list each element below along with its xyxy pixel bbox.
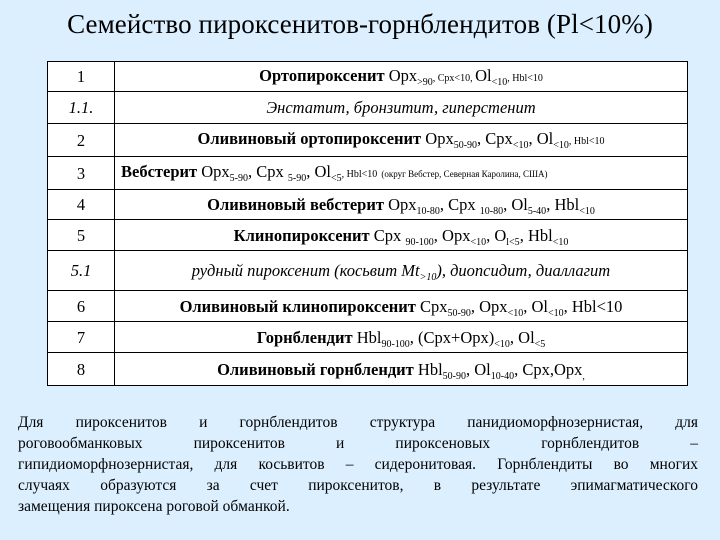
row-description [115, 157, 688, 190]
formula-ol: Ol [474, 359, 491, 379]
row-number: 5.1 [48, 251, 115, 291]
formula-hbl: Hbl<10 [512, 72, 543, 84]
rock-name: Ортопироксенит [259, 65, 385, 85]
formula-sub: 90-100 [405, 236, 434, 248]
row-text: рудный пироксенит (косьвит Mt [191, 261, 420, 280]
formula-sub: 5-90 [229, 173, 249, 184]
formula-sub: 50-90 [453, 140, 478, 151]
formula-sub: >90 [417, 76, 433, 88]
rock-name: Оливиновый горнблендит [217, 359, 414, 379]
paragraph-line: Для пироксенитов и горнблендитов структура панидиоморфнозернистая, для [18, 414, 698, 431]
table-row [48, 291, 688, 322]
row-description [115, 220, 688, 251]
formula-sep: , [470, 296, 480, 316]
formula-sep: , [409, 327, 419, 347]
formula-sep: , [568, 136, 574, 147]
formula-sub: <10 [494, 338, 510, 350]
row-number: 4 [48, 190, 115, 220]
table-row [48, 62, 688, 92]
formula-sub: <10 [470, 236, 487, 248]
formula-ol: Ol [518, 327, 535, 347]
formula-sep: , [466, 359, 475, 379]
formula-sub: <10 [507, 307, 524, 319]
classification-table [47, 61, 688, 386]
formula-hbl: Hbl [356, 327, 382, 347]
formula-ol: O [494, 225, 507, 245]
formula-sub: <10 [547, 307, 564, 319]
table-row [48, 190, 688, 220]
formula-ol: Ol [531, 296, 548, 316]
formula-sep: , [509, 327, 519, 347]
table-row [48, 157, 688, 190]
rock-name: Горнблендит [256, 327, 353, 347]
formula-sep: , [503, 195, 512, 214]
formula-sub: <5 [534, 338, 546, 350]
paragraph-line: замещения пироксена роговой обманкой. [18, 498, 290, 515]
formula-ol: Ol [536, 129, 554, 148]
formula-sep: , [306, 162, 315, 181]
row-number: 7 [48, 322, 115, 353]
row-description [115, 190, 688, 220]
formula-hbl: Hbl<10 [573, 136, 605, 147]
rock-name: Клинопироксенит [233, 225, 370, 245]
formula-sep: , [433, 225, 443, 245]
formula-cpx: Cpx [373, 225, 406, 245]
formula-cpx: Cpx [448, 195, 480, 214]
row-description [115, 124, 688, 157]
formula-opx: Opx [479, 296, 508, 316]
row-number: 8 [48, 353, 115, 386]
formula-sub: <10 [552, 236, 569, 248]
row-description [115, 322, 688, 353]
row-description [115, 251, 688, 291]
row-number: 1.1. [48, 92, 115, 124]
formula-cpx: Cpx [256, 162, 288, 181]
formula-hbl: Hbl<10 [571, 296, 623, 316]
formula-sub: <10 [491, 76, 508, 88]
formula-sep: , [514, 359, 523, 379]
page-title: Семейство пироксенитов-горнблендитов (Pl<10%) [67, 9, 653, 39]
formula-cpx: Cpx [420, 296, 448, 316]
formula-sep: , [477, 129, 486, 148]
formula-sub: 5-90 [287, 173, 307, 184]
row-description: Энстатит, бронзитит, гиперстенит [115, 92, 688, 124]
formula-opx: Opx [201, 162, 230, 181]
formula-sub: , [582, 370, 585, 382]
formula-ol: Ol [475, 65, 492, 85]
table-row [48, 353, 688, 386]
formula-sep: , [528, 129, 537, 148]
formula-sep: , [486, 225, 495, 245]
formula-sep: , [523, 296, 532, 316]
rock-name: Вебстерит [121, 162, 198, 181]
row-description [115, 62, 688, 92]
formula-sub: >10 [419, 272, 437, 283]
row-number: 2 [48, 124, 115, 157]
formula-sub: 50-90 [447, 307, 471, 319]
table-row [48, 322, 688, 353]
paragraph-line: роговообманковых пироксенитов и пироксеновых горнблендитов – [18, 435, 698, 452]
formula-sep: , [432, 72, 438, 84]
formula-mix: (Cpx+Opx) [418, 327, 495, 347]
formula-sub: 10-80 [479, 206, 504, 217]
row-number: 1 [48, 62, 115, 92]
formula-hbl: Hbl [527, 225, 553, 245]
rock-name: Оливиновый клинопироксенит [179, 296, 416, 316]
formula-sub: <10 [512, 140, 529, 151]
formula-opx: Opx [425, 129, 454, 148]
formula-sub: <10 [579, 206, 595, 217]
formula-sub: 90-100 [381, 338, 410, 350]
formula-cpx: Cpx<10, [437, 72, 476, 84]
formula-hbl: Hbl<10 [346, 169, 378, 180]
formula-sep: , [519, 225, 528, 245]
formula-sep: , [507, 72, 513, 84]
formula-sub: l<5 [506, 236, 520, 248]
formula-sep: , [439, 195, 449, 214]
formula-opx: Opx [442, 225, 471, 245]
row-text: ), диопсидит, диаллагит [436, 261, 611, 280]
formula-sep: , [341, 169, 347, 180]
etymology-note: (округ Вебстер, Северная Каролина, США) [381, 169, 548, 179]
row-description [115, 291, 688, 322]
formula-cpx: Cpx [485, 129, 513, 148]
row-number: 6 [48, 291, 115, 322]
table-row [48, 220, 688, 251]
table-row [48, 124, 688, 157]
formula-sub: 10-40 [490, 370, 515, 382]
formula-hbl: Hbl [417, 359, 443, 379]
formula-sub: 50-90 [442, 370, 466, 382]
formula-sep: , [546, 195, 555, 214]
table-row [48, 251, 688, 291]
formula-sep: , [248, 162, 257, 181]
table-row [48, 92, 688, 124]
rock-name: Оливиновый ортопироксенит [197, 129, 422, 148]
formula-ol: Ol [511, 195, 528, 214]
formula-opx: Opx [388, 195, 417, 214]
paragraph-line: случаях образуются за счет пироксенитов, в результате эпимагматического [18, 477, 698, 494]
rock-name: Оливиновый вебстерит [207, 195, 384, 214]
formula-opx: Opx [388, 65, 418, 85]
formula-sub: 5-40 [527, 206, 547, 217]
formula-sub: <5 [331, 173, 342, 184]
formula-sub: <10 [553, 140, 569, 151]
formula-sub: 10-80 [416, 206, 440, 217]
row-description [115, 353, 688, 386]
description-paragraph [18, 412, 698, 517]
formula-mix: Cpx,Opx [522, 359, 583, 379]
row-number: 3 [48, 157, 115, 190]
formula-sep: , [563, 296, 572, 316]
row-number: 5 [48, 220, 115, 251]
paragraph-line: гипидиоморфнозернистая, для косьвитов – сидеронитовая. Горнблендиты во многих [18, 456, 698, 473]
formula-ol: Ol [314, 162, 331, 181]
formula-hbl: Hbl [554, 195, 580, 214]
